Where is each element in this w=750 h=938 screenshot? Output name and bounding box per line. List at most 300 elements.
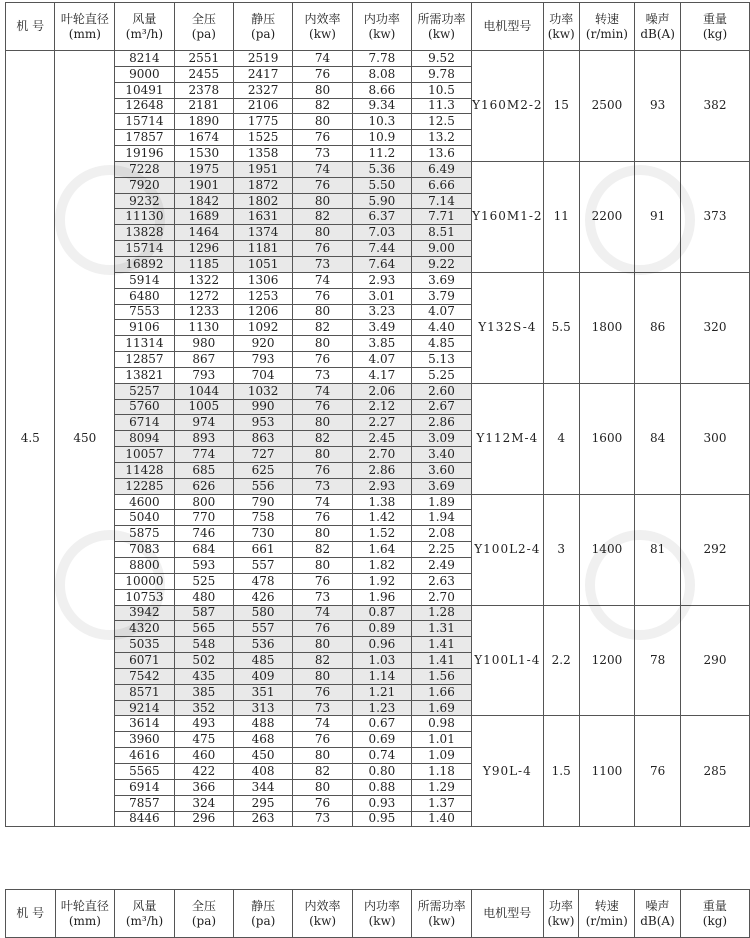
internal-efficiency-cell: 73: [293, 811, 352, 827]
column-header: [174, 3, 233, 51]
static-pressure-cell: 313: [233, 700, 292, 716]
internal-power-cell: 1.64: [352, 542, 411, 558]
internal-power-cell: 2.06: [352, 383, 411, 399]
total-pressure-cell: 587: [174, 605, 233, 621]
internal-efficiency-cell: 80: [293, 415, 352, 431]
static-pressure-cell: 556: [233, 478, 292, 494]
total-pressure-cell: 2181: [174, 98, 233, 114]
total-pressure-cell: 1674: [174, 130, 233, 146]
noise-cell: 84: [635, 383, 681, 494]
static-pressure-cell: 1374: [233, 225, 292, 241]
column-header-title: 机 号: [16, 19, 45, 33]
fan-performance-table: [5, 2, 750, 827]
total-pressure-cell: 746: [174, 526, 233, 542]
speed-cell: 2200: [579, 161, 635, 272]
column-header-unit: (kw): [428, 26, 455, 41]
column-header: [174, 890, 233, 938]
static-pressure-cell: 580: [233, 605, 292, 621]
static-pressure-cell: 450: [233, 748, 292, 764]
column-header-title: 叶轮直径: [60, 898, 109, 913]
internal-efficiency-cell: 80: [293, 225, 352, 241]
required-power-cell: 1.31: [412, 621, 472, 637]
static-pressure-cell: 485: [233, 653, 292, 669]
motor-power-cell: 15: [543, 51, 579, 162]
air-volume-cell: 6914: [115, 779, 174, 795]
column-header-unit: (kw): [547, 26, 575, 41]
internal-power-cell: 1.52: [352, 526, 411, 542]
column-header: [55, 890, 115, 938]
total-pressure-cell: 800: [174, 494, 233, 510]
internal-efficiency-cell: 74: [293, 605, 352, 621]
air-volume-cell: 8800: [115, 558, 174, 574]
column-header: [233, 3, 292, 51]
internal-efficiency-cell: 76: [293, 795, 352, 811]
required-power-cell: 3.69: [412, 272, 472, 288]
internal-efficiency-cell: 76: [293, 399, 352, 415]
speed-cell: 1400: [579, 494, 635, 605]
column-header-unit: dB(A): [640, 26, 675, 41]
motor-model-cell: Y90L-4: [471, 716, 543, 827]
air-volume-cell: 10057: [115, 447, 174, 463]
internal-power-cell: 8.08: [352, 66, 411, 82]
internal-efficiency-cell: 76: [293, 66, 352, 82]
air-volume-cell: 9214: [115, 700, 174, 716]
air-volume-cell: 5875: [115, 526, 174, 542]
internal-power-cell: 2.93: [352, 272, 411, 288]
static-pressure-cell: 1951: [233, 161, 292, 177]
noise-cell: 91: [635, 161, 681, 272]
required-power-cell: 1.28: [412, 605, 472, 621]
static-pressure-cell: 727: [233, 447, 292, 463]
internal-efficiency-cell: 80: [293, 304, 352, 320]
static-pressure-cell: 1032: [233, 383, 292, 399]
required-power-cell: 2.67: [412, 399, 472, 415]
column-header-unit: (pa): [191, 913, 217, 928]
internal-power-cell: 4.07: [352, 352, 411, 368]
static-pressure-cell: 1206: [233, 304, 292, 320]
column-header-title: 功率: [549, 11, 574, 26]
table-header-row-repeat: [6, 890, 750, 938]
internal-power-cell: 2.70: [352, 447, 411, 463]
required-power-cell: 1.66: [412, 684, 472, 700]
column-header-title: 机 号: [16, 906, 45, 920]
static-pressure-cell: 2327: [233, 82, 292, 98]
required-power-cell: 0.98: [412, 716, 472, 732]
internal-power-cell: 3.85: [352, 336, 411, 352]
internal-power-cell: 1.23: [352, 700, 411, 716]
total-pressure-cell: 385: [174, 684, 233, 700]
table-row: [6, 605, 750, 621]
total-pressure-cell: 2378: [174, 82, 233, 98]
motor-model-cell: Y100L2-4: [471, 494, 543, 605]
air-volume-cell: 7920: [115, 177, 174, 193]
internal-efficiency-cell: 73: [293, 367, 352, 383]
column-header: [115, 890, 175, 938]
required-power-cell: 9.78: [412, 66, 472, 82]
column-header-title: 噪声: [645, 898, 670, 913]
column-header-title: 风量: [132, 11, 157, 26]
column-header: [234, 890, 293, 938]
column-header: [6, 3, 55, 51]
internal-efficiency-cell: 74: [293, 383, 352, 399]
internal-efficiency-cell: 76: [293, 288, 352, 304]
column-header-unit: (kw): [309, 913, 337, 928]
column-header-unit: (pa): [251, 913, 276, 928]
static-pressure-cell: 953: [233, 415, 292, 431]
column-header: [680, 890, 749, 938]
column-header-title: 电机型号: [483, 906, 532, 920]
static-pressure-cell: 661: [233, 542, 292, 558]
column-header-title: 所需功率: [417, 898, 466, 913]
noise-cell: 86: [635, 272, 681, 383]
static-pressure-cell: 1358: [233, 146, 292, 162]
air-volume-cell: 6480: [115, 288, 174, 304]
required-power-cell: 1.41: [412, 637, 472, 653]
internal-efficiency-cell: 76: [293, 130, 352, 146]
air-volume-cell: 5760: [115, 399, 174, 415]
total-pressure-cell: 352: [174, 700, 233, 716]
required-power-cell: 3.79: [412, 288, 472, 304]
static-pressure-cell: 351: [233, 684, 292, 700]
table-row: [6, 383, 750, 399]
motor-power-cell: 11: [543, 161, 579, 272]
column-header-title: 内效率: [304, 11, 341, 26]
column-header: [115, 3, 174, 51]
total-pressure-cell: 366: [174, 779, 233, 795]
speed-cell: 1100: [579, 716, 635, 827]
static-pressure-cell: 990: [233, 399, 292, 415]
static-pressure-cell: 790: [233, 494, 292, 510]
motor-model-cell: Y160M2-2: [471, 51, 543, 162]
air-volume-cell: 12857: [115, 352, 174, 368]
total-pressure-cell: 493: [174, 716, 233, 732]
required-power-cell: 12.5: [412, 114, 472, 130]
weight-cell: 320: [681, 272, 750, 383]
required-power-cell: 2.25: [412, 542, 472, 558]
internal-power-cell: 3.23: [352, 304, 411, 320]
column-header-title: 内效率: [304, 898, 341, 913]
column-header-title: 风量: [132, 898, 157, 913]
total-pressure-cell: 1975: [174, 161, 233, 177]
air-volume-cell: 19196: [115, 146, 174, 162]
column-header-unit: (m³/h): [125, 26, 164, 41]
air-volume-cell: 6071: [115, 653, 174, 669]
column-header: [412, 890, 472, 938]
total-pressure-cell: 480: [174, 589, 233, 605]
internal-power-cell: 10.9: [352, 130, 411, 146]
internal-efficiency-cell: 80: [293, 447, 352, 463]
column-header: [293, 890, 353, 938]
internal-efficiency-cell: 76: [293, 462, 352, 478]
internal-efficiency-cell: 74: [293, 51, 352, 67]
weight-cell: 285: [681, 716, 750, 827]
required-power-cell: 1.09: [412, 748, 472, 764]
total-pressure-cell: 525: [174, 573, 233, 589]
internal-power-cell: 0.87: [352, 605, 411, 621]
internal-power-cell: 1.42: [352, 510, 411, 526]
column-header-unit: (kg): [702, 26, 728, 41]
total-pressure-cell: 774: [174, 447, 233, 463]
required-power-cell: 2.63: [412, 573, 472, 589]
table-row: [6, 272, 750, 288]
total-pressure-cell: 1530: [174, 146, 233, 162]
required-power-cell: 1.18: [412, 763, 472, 779]
static-pressure-cell: 478: [233, 573, 292, 589]
total-pressure-cell: 1233: [174, 304, 233, 320]
total-pressure-cell: 770: [174, 510, 233, 526]
required-power-cell: 4.07: [412, 304, 472, 320]
internal-power-cell: 2.93: [352, 478, 411, 494]
air-volume-cell: 11428: [115, 462, 174, 478]
speed-cell: 2500: [579, 51, 635, 162]
required-power-cell: 1.56: [412, 668, 472, 684]
required-power-cell: 1.94: [412, 510, 472, 526]
static-pressure-cell: 295: [233, 795, 292, 811]
internal-efficiency-cell: 74: [293, 716, 352, 732]
column-header: [352, 3, 411, 51]
static-pressure-cell: 1775: [233, 114, 292, 130]
required-power-cell: 2.86: [412, 415, 472, 431]
column-header-title: 静压: [251, 898, 276, 913]
column-header-title: 转速: [594, 11, 619, 26]
internal-efficiency-cell: 82: [293, 653, 352, 669]
internal-efficiency-cell: 74: [293, 272, 352, 288]
air-volume-cell: 13821: [115, 367, 174, 383]
column-header: [635, 3, 681, 51]
internal-efficiency-cell: 80: [293, 82, 352, 98]
speed-cell: 1800: [579, 272, 635, 383]
column-header-title: 功率: [548, 898, 573, 913]
static-pressure-cell: 863: [233, 431, 292, 447]
motor-model-cell: Y132S-4: [471, 272, 543, 383]
static-pressure-cell: 920: [233, 336, 292, 352]
internal-power-cell: 1.21: [352, 684, 411, 700]
static-pressure-cell: 1051: [233, 256, 292, 272]
noise-cell: 78: [635, 605, 681, 716]
air-volume-cell: 13828: [115, 225, 174, 241]
air-volume-cell: 5914: [115, 272, 174, 288]
air-volume-cell: 7857: [115, 795, 174, 811]
table-header-row: [6, 3, 750, 51]
static-pressure-cell: 1181: [233, 241, 292, 257]
required-power-cell: 11.3: [412, 98, 472, 114]
column-header-title: 转速: [594, 898, 619, 913]
internal-power-cell: 6.37: [352, 209, 411, 225]
air-volume-cell: 5040: [115, 510, 174, 526]
total-pressure-cell: 1044: [174, 383, 233, 399]
motor-power-cell: 4: [543, 383, 579, 494]
internal-power-cell: 0.89: [352, 621, 411, 637]
air-volume-cell: 12648: [115, 98, 174, 114]
internal-efficiency-cell: 76: [293, 732, 352, 748]
total-pressure-cell: 460: [174, 748, 233, 764]
required-power-cell: 1.29: [412, 779, 472, 795]
static-pressure-cell: 263: [233, 811, 292, 827]
table-row: [6, 494, 750, 510]
column-header-unit: (kg): [702, 913, 728, 928]
required-power-cell: 1.41: [412, 653, 472, 669]
total-pressure-cell: 324: [174, 795, 233, 811]
required-power-cell: 2.49: [412, 558, 472, 574]
static-pressure-cell: 426: [233, 589, 292, 605]
weight-cell: 382: [681, 51, 750, 162]
column-header-unit: (kw): [368, 913, 396, 928]
internal-efficiency-cell: 74: [293, 494, 352, 510]
required-power-cell: 3.69: [412, 478, 472, 494]
column-header-title: 重量: [703, 11, 728, 26]
air-volume-cell: 8446: [115, 811, 174, 827]
weight-cell: 373: [681, 161, 750, 272]
total-pressure-cell: 1272: [174, 288, 233, 304]
required-power-cell: 3.09: [412, 431, 472, 447]
air-volume-cell: 4616: [115, 748, 174, 764]
static-pressure-cell: 704: [233, 367, 292, 383]
required-power-cell: 9.00: [412, 241, 472, 257]
column-header: [471, 3, 543, 51]
internal-efficiency-cell: 73: [293, 256, 352, 272]
static-pressure-cell: 758: [233, 510, 292, 526]
total-pressure-cell: 793: [174, 367, 233, 383]
column-header: [472, 890, 544, 938]
internal-efficiency-cell: 80: [293, 114, 352, 130]
total-pressure-cell: 1296: [174, 241, 233, 257]
internal-efficiency-cell: 76: [293, 352, 352, 368]
column-header-unit: dB(A): [640, 913, 675, 928]
static-pressure-cell: 625: [233, 462, 292, 478]
internal-power-cell: 5.36: [352, 161, 411, 177]
machine-number-cell: 4.5: [6, 51, 55, 827]
internal-power-cell: 4.17: [352, 367, 411, 383]
air-volume-cell: 9232: [115, 193, 174, 209]
column-header-unit: (pa): [191, 26, 216, 41]
static-pressure-cell: 2106: [233, 98, 292, 114]
required-power-cell: 1.37: [412, 795, 472, 811]
air-volume-cell: 3960: [115, 732, 174, 748]
required-power-cell: 6.66: [412, 177, 472, 193]
column-header: [352, 890, 412, 938]
internal-power-cell: 2.86: [352, 462, 411, 478]
total-pressure-cell: 980: [174, 336, 233, 352]
column-header: [543, 3, 579, 51]
air-volume-cell: 9106: [115, 320, 174, 336]
air-volume-cell: 10753: [115, 589, 174, 605]
internal-power-cell: 0.67: [352, 716, 411, 732]
static-pressure-cell: 488: [233, 716, 292, 732]
static-pressure-cell: 730: [233, 526, 292, 542]
required-power-cell: 2.70: [412, 589, 472, 605]
required-power-cell: 3.40: [412, 447, 472, 463]
column-header-unit: (mm): [68, 913, 101, 928]
table-row: [6, 161, 750, 177]
required-power-cell: 1.01: [412, 732, 472, 748]
total-pressure-cell: 1185: [174, 256, 233, 272]
column-header: [579, 3, 635, 51]
noise-cell: 81: [635, 494, 681, 605]
total-pressure-cell: 626: [174, 478, 233, 494]
air-volume-cell: 8571: [115, 684, 174, 700]
internal-efficiency-cell: 73: [293, 146, 352, 162]
internal-power-cell: 1.82: [352, 558, 411, 574]
column-header-title: 噪声: [645, 11, 670, 26]
internal-power-cell: 2.27: [352, 415, 411, 431]
column-header: [412, 3, 472, 51]
static-pressure-cell: 1525: [233, 130, 292, 146]
air-volume-cell: 17857: [115, 130, 174, 146]
required-power-cell: 7.71: [412, 209, 472, 225]
column-header: [681, 3, 750, 51]
air-volume-cell: 5257: [115, 383, 174, 399]
required-power-cell: 13.6: [412, 146, 472, 162]
total-pressure-cell: 593: [174, 558, 233, 574]
air-volume-cell: 11130: [115, 209, 174, 225]
static-pressure-cell: 1802: [233, 193, 292, 209]
required-power-cell: 4.85: [412, 336, 472, 352]
column-header-unit: (kw): [547, 913, 575, 928]
internal-power-cell: 0.93: [352, 795, 411, 811]
static-pressure-cell: 409: [233, 668, 292, 684]
internal-power-cell: 5.50: [352, 177, 411, 193]
column-header-title: 叶轮直径: [60, 11, 109, 26]
required-power-cell: 9.52: [412, 51, 472, 67]
column-header-title: 全压: [191, 898, 216, 913]
total-pressure-cell: 502: [174, 653, 233, 669]
column-header-unit: (kw): [368, 26, 396, 41]
internal-power-cell: 0.88: [352, 779, 411, 795]
internal-power-cell: 10.3: [352, 114, 411, 130]
internal-efficiency-cell: 82: [293, 209, 352, 225]
column-header: [579, 890, 635, 938]
air-volume-cell: 8214: [115, 51, 174, 67]
column-header: [55, 3, 115, 51]
weight-cell: 300: [681, 383, 750, 494]
impeller-diameter-cell: 450: [55, 51, 115, 827]
internal-power-cell: 5.90: [352, 193, 411, 209]
internal-power-cell: 0.69: [352, 732, 411, 748]
required-power-cell: 3.60: [412, 462, 472, 478]
internal-power-cell: 7.64: [352, 256, 411, 272]
internal-efficiency-cell: 80: [293, 336, 352, 352]
internal-power-cell: 0.96: [352, 637, 411, 653]
table-row: [6, 716, 750, 732]
air-volume-cell: 3942: [115, 605, 174, 621]
internal-power-cell: 1.03: [352, 653, 411, 669]
air-volume-cell: 4320: [115, 621, 174, 637]
air-volume-cell: 3614: [115, 716, 174, 732]
weight-cell: 292: [681, 494, 750, 605]
air-volume-cell: 10000: [115, 573, 174, 589]
air-volume-cell: 5035: [115, 637, 174, 653]
air-volume-cell: 15714: [115, 114, 174, 130]
total-pressure-cell: 685: [174, 462, 233, 478]
column-header-title: 内功率: [364, 898, 401, 913]
column-header-unit: (kw): [428, 913, 456, 928]
internal-power-cell: 1.92: [352, 573, 411, 589]
motor-model-cell: Y160M1-2: [471, 161, 543, 272]
total-pressure-cell: 867: [174, 352, 233, 368]
column-header: [635, 890, 681, 938]
internal-power-cell: 2.12: [352, 399, 411, 415]
column-header-unit: (mm): [68, 26, 101, 41]
total-pressure-cell: 565: [174, 621, 233, 637]
static-pressure-cell: 557: [233, 558, 292, 574]
internal-efficiency-cell: 82: [293, 431, 352, 447]
column-header-unit: (m³/h): [125, 913, 164, 928]
motor-model-cell: Y112M-4: [471, 383, 543, 494]
air-volume-cell: 7542: [115, 668, 174, 684]
total-pressure-cell: 475: [174, 732, 233, 748]
required-power-cell: 2.08: [412, 526, 472, 542]
repeated-header-table: [5, 889, 750, 938]
